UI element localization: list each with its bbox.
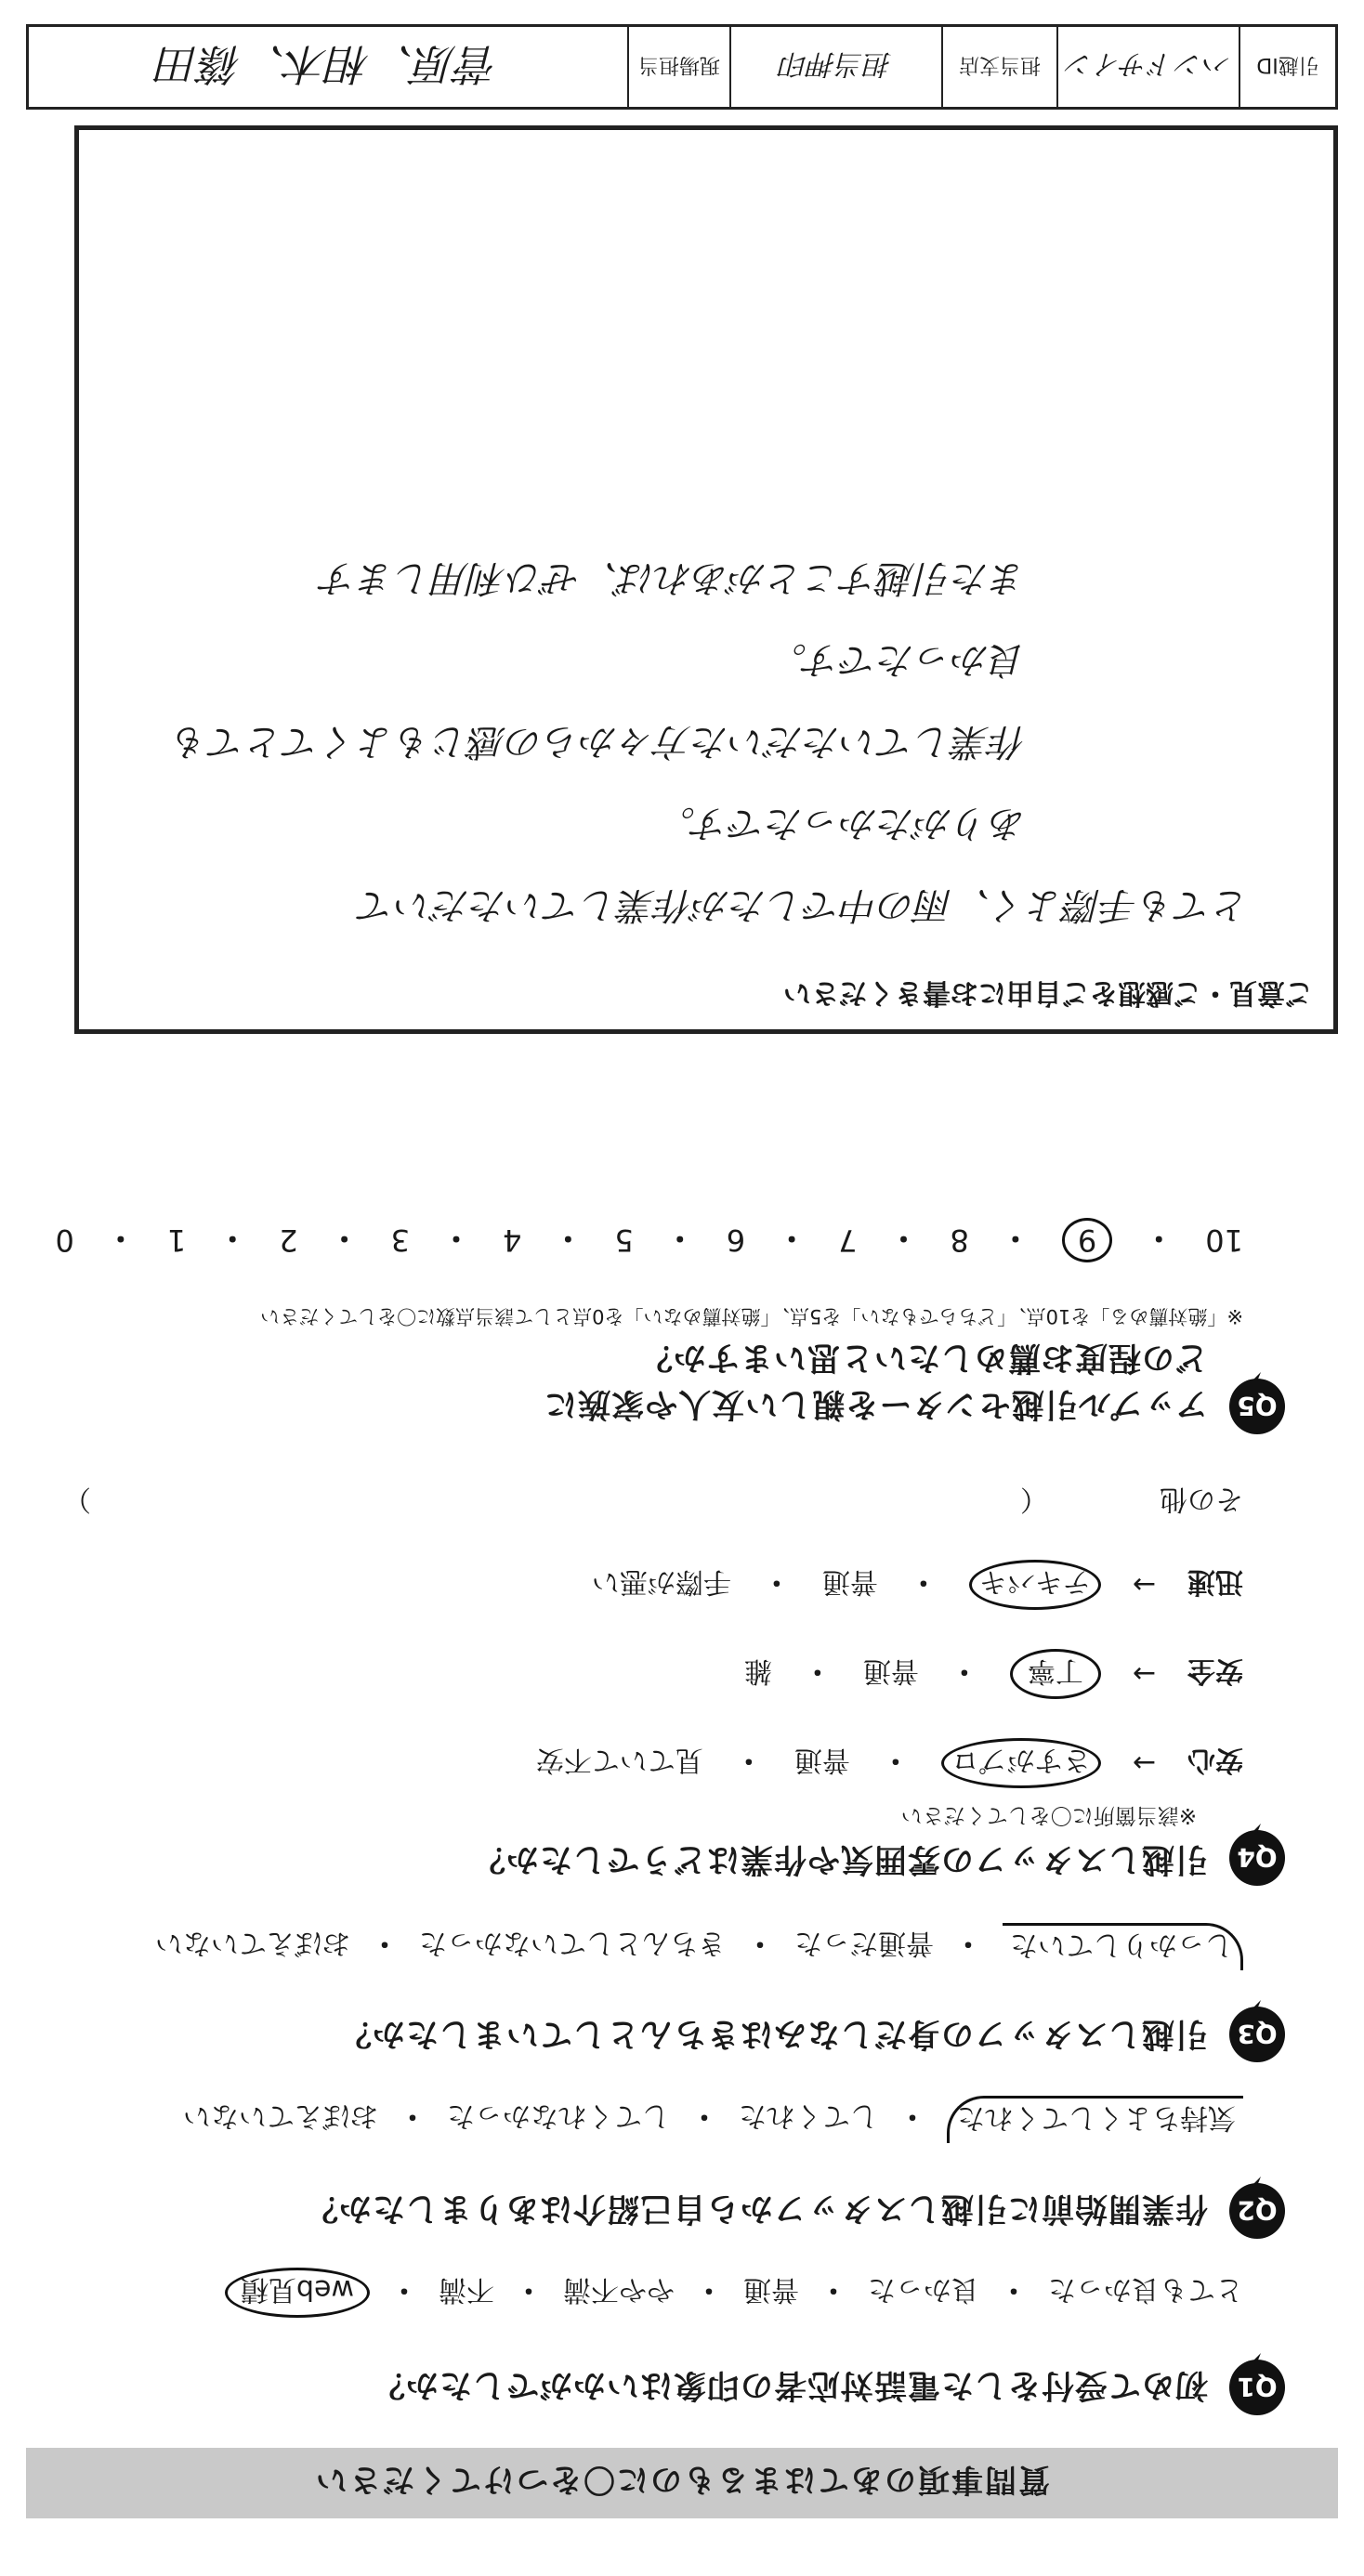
q4-option[interactable]: 普通 [821,1565,878,1598]
q5-score[interactable]: 3 [390,1223,411,1258]
q1-options: とても良かった ・ 良かった ・ 普通 ・ やや不満 ・ 不満 ・ web見積 [225,2268,1243,2318]
q5-score[interactable]: 2 [279,1223,298,1258]
q5-question-line2: どの程度お薦めしたいと思いますか？ [638,1339,1208,1376]
q4-other-label: その他 [1160,1483,1243,1515]
svg-text:Q4: Q4 [1237,1842,1278,1873]
q3-badge-icon [1223,1998,1292,2067]
q5-badge-icon [1223,1370,1292,1439]
branch-label: 担当支店 [941,27,1056,107]
q4-row-anshin: 安心 → さすがプロ ・ 普通 ・ 見ていて不安 [536,1738,1243,1788]
q1-badge-icon [1223,2351,1292,2420]
q4-option[interactable]: 手際が悪い [591,1565,731,1598]
q3-option[interactable]: おぼえていない [155,1927,350,1960]
q4-option[interactable]: 普通 [862,1654,919,1687]
site-label: 現場担当 [627,27,729,107]
q5-score[interactable]: 7 [838,1223,858,1258]
q1-question: 初めて受付をした電話対応者の印象はいかがでしたか？ [371,2366,1208,2403]
q3-option[interactable]: きちんとしていなかった [419,1927,726,1960]
q2-option[interactable]: してくれなかった [447,2099,670,2133]
q4-row-jinsoku: 迅速 → テキパキ ・ 普通 ・ 手際が悪い [592,1560,1243,1610]
branch-value[interactable]: 担当押印 [729,27,941,107]
q1-option[interactable]: 不満 [439,2273,494,2306]
comment-line: 良かったです。 [769,638,1027,681]
q2-question: 作業開始前に引越しスタッフから自己紹介はありましたか？ [304,2190,1208,2227]
q4-option-selected[interactable]: テキパキ [969,1560,1101,1610]
q2-option[interactable]: おぼえていない [183,2099,378,2133]
q4-option[interactable]: 普通 [793,1744,850,1776]
q5-score[interactable]: 1 [166,1223,187,1258]
id-value[interactable]: ハンドサイン [1056,27,1239,107]
q5-scale: 10 ・ 9 ・ 8 ・ 7 ・ 6 ・ 5 ・ 4 ・ 3 ・ 2 ・ 1 ・ 0 [56,1218,1243,1262]
comment-line: また引越すことがあれば、ぜひ利用します [321,556,1027,599]
q1-option[interactable]: とても良かった [1048,2273,1243,2306]
q3-option[interactable]: 普通だった [794,1927,934,1960]
q5-score[interactable]: 5 [614,1223,634,1258]
comment-line: とても手際よく、雨の中でしたが作業していただいて [358,883,1250,926]
q4-other-open-paren: （ [1020,1483,1048,1515]
q2-option[interactable]: してくれた [739,2099,878,2133]
arrow-icon: → [1132,1746,1156,1780]
q1-option[interactable]: 普通 [743,2273,799,2306]
svg-text:Q5: Q5 [1237,1391,1278,1421]
q4-option-selected[interactable]: 丁寧 [1010,1649,1101,1699]
q4-other-close-paren: ） [63,1483,91,1515]
q1-option[interactable]: 良かった [868,2273,979,2306]
comments-heading: ご意見・ご感想をご自由にお書きください [783,976,1313,1009]
q4-row-label: 安心 [1187,1744,1243,1776]
q4-row-label: 安全 [1187,1654,1243,1687]
svg-text:Q1: Q1 [1237,2372,1278,2402]
q4-note: ※該当箇所に〇をしてください [900,1803,1197,1827]
q4-option[interactable]: 雑 [743,1654,772,1687]
q4-option-selected[interactable]: さすがプロ [941,1738,1101,1788]
q5-note: ※「絶対薦める」を10点、「どちらでもない」を5点、「絶対薦めない」を0点として該当点数に〇をしてください [260,1305,1243,1327]
q3-options: しっかりしていた ・ 普通だった ・ きちんとしていなかった ・ おぼえていない [155,1923,1243,1970]
comment-line: ありがたかったです。 [658,802,1027,844]
q5-question-line1: アップル引越センターを親しい友人や家族に [544,1385,1208,1422]
q5-score[interactable]: 8 [950,1223,969,1258]
comments-box[interactable] [74,125,1338,1034]
q4-row-label: 迅速 [1187,1565,1243,1598]
q5-score[interactable]: 4 [503,1223,522,1258]
q1-option-selected[interactable]: web見積 [225,2268,370,2318]
q5-score[interactable]: 0 [55,1223,74,1258]
q5-score[interactable]: 10 [1205,1223,1243,1258]
q4-badge-icon [1223,1822,1292,1890]
q4-other-row [45,1482,1243,1523]
q5-score[interactable]: 6 [726,1223,746,1258]
id-label: 引越ID [1239,27,1335,107]
svg-text:Q2: Q2 [1237,2195,1278,2226]
site-value[interactable]: 菅原、相木、篠田 [157,39,499,89]
svg-text:Q3: Q3 [1237,2019,1278,2049]
arrow-icon: → [1132,1568,1156,1602]
q4-question: 引越しスタッフの雰囲気や作業はどうでしたか？ [471,1840,1208,1877]
q4-row-anzen: 安全 → 丁寧 ・ 普通 ・ 雑 [744,1649,1243,1699]
q1-option[interactable]: やや不満 [563,2273,675,2306]
instruction-text: 質問事項のあてはまるものに〇をつけてください [314,2461,1050,2499]
instruction-bar [26,2448,1338,2518]
q3-question: 引越しスタッフの身だしなみはきちんとしていましたか？ [337,2015,1208,2052]
q2-badge-icon [1223,2175,1292,2243]
footer-table [26,24,1338,110]
comments-handwritten [116,537,1250,946]
q2-option-selected[interactable]: 気持ちよくしてくれた [947,2096,1243,2143]
comment-line: 作業していただいた方々からの感じもよくてとても [172,720,1027,763]
q4-option[interactable]: 見ていて不安 [535,1744,703,1776]
q5-score-selected[interactable]: 9 [1062,1218,1112,1262]
arrow-icon: → [1132,1657,1156,1691]
q2-options: 気持ちよくしてくれた ・ してくれた ・ してくれなかった ・ おぼえていない [183,2096,1243,2143]
q3-option-selected[interactable]: しっかりしていた [1003,1923,1243,1970]
